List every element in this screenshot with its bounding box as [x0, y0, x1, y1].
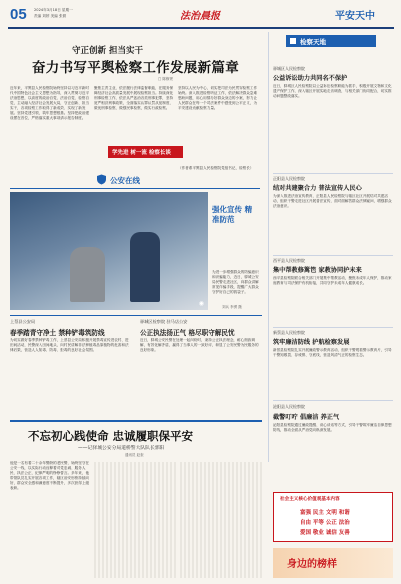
side-brand [286, 35, 376, 47]
side-rule-3 [273, 327, 393, 328]
side-item-3-text: 新蔡县检察院扎实开展廉政警示教育活动，组织干警观看警示教育片，引导干警知敬畏、存戒惧、守底线，营造风清气正的检察生态。 [273, 348, 392, 357]
feature-subtitle: ——记驿城公安分局道桥警大队队长郭阳 [78, 446, 165, 451]
column-divider [268, 32, 269, 462]
side-item-3-org: 新蔡县人民检察院 [273, 330, 305, 335]
side-item-0-title: 公益诉讼助力共同名不保护 [273, 75, 348, 82]
lead-col-2: 聚焦主责主业，依法履行法律监督职能，在服务保障经济社会高质量发展中展现检察担当。持续深化刑事检察工作，依法从严惩治各类刑事犯罪，坚持宽严相济刑事政策，全面落实认罪认罚从宽制度，做优刑事检察，做强民事检察，做实行政检察。 [94, 86, 174, 110]
values-box [273, 492, 393, 542]
lead-title: 奋力书写平舆检察工作发展新篇章 [32, 60, 239, 76]
masthead-rule [8, 27, 394, 29]
feature-col-1: 他是一名有着二十余年警龄的老民警，始终坚守在公安一线，以实际行动诠释着对党忠诚、服务人民、执法公正、纪律严明的铮铮誓言。多年来，他带领队员扎实开展各项工作，辖区治安形势持续向好，群众安全感和满意度不断提升，多次获得上级表彰。 [10, 461, 90, 490]
resident-figure [70, 247, 105, 302]
shield-icon [96, 174, 107, 185]
side-item-2-org: 西平县人民检察院 [273, 258, 305, 263]
bangyang-text: 身边的榜样 [287, 559, 337, 570]
side-item-0-org: 驿城区人民检察院 [273, 66, 305, 71]
officer-figure [130, 232, 160, 302]
lower-rule [10, 315, 262, 316]
side-item-4-text: 泌阳县检察院通过廉政提醒、谈心谈话等方式，引导干警筑牢廉洁自律思想防线，推动全面从严治党向纵深发展。 [273, 423, 392, 432]
bm-kicker: 驿城区检察院 驻马店公安 [140, 319, 188, 324]
values-title: 社会主义核心价值观基本内容 [280, 497, 340, 502]
values-line-0: 富强 民主 文明 和谐 [300, 510, 350, 516]
side-item-2-text: 西平县检察院联合相关部门开展集中帮教活动，聚焦未成年人保护，推动家庭教育与司法保护有机衔接，共同守护未成年人健康成长。 [273, 276, 392, 285]
page-number: 05 [10, 6, 27, 23]
photo-credit: 刘兵 李勇 摄 [222, 305, 242, 309]
online-rule [10, 188, 260, 189]
lead-col-4: （作者系平舆县人民检察院党组书记、检察长） [178, 166, 254, 170]
feature-col-2 [94, 462, 176, 578]
photo-note: 为进一步增强群众的防骗意识和识骗能力，近日，驿城公安局民警走进社区，向群众讲解常见诈骗手段，提醒广大群众守护好自己的钱袋子。 [212, 270, 259, 294]
bl-title: 春季踏青守净土 禁种铲毒筑防线 [10, 329, 105, 337]
bm-title: 公正执法扬正气 格尽职守解民忧 [140, 329, 235, 337]
values-line-2: 爱国 敬业 诚信 友善 [300, 530, 350, 536]
bangyang-banner [273, 548, 393, 578]
side-rule-4 [273, 400, 393, 401]
lead-col-1: 近年来，平舆县人民检察院始终坚持以习近平新时代中国特色社会主义思想为指导，深入贯彻习近平法治思想，以高度的政治自觉、法治自觉、检察自觉，主动融入经济社会发展大局，守正创新、担当实干，各项检察工作取得了新成效、实现了新发展。坚持党建引领，筑牢思想根基。坚持把政治建设摆在首位，严格落实重大事项请示报告制度。 [10, 86, 90, 120]
side-item-1-org: 正阳县人民检察院 [273, 176, 305, 181]
camera-icon: ◉ [198, 300, 204, 307]
bl-kicker: 上蔡县公安局 [10, 319, 36, 324]
paper-logo: 法治晨报 [180, 11, 220, 22]
feature-rule [10, 420, 262, 422]
online-label [96, 174, 176, 185]
editor-line: 责编 刘婷 美编 张微 [34, 14, 67, 18]
lead-banner-text: 学先进 树一流 检察长谈 [112, 150, 171, 156]
values-line-1: 自由 平等 公正 法治 [300, 520, 350, 526]
masthead [0, 0, 401, 28]
lead-banner [108, 146, 183, 158]
feature-byline: 通讯员 赵奎 [125, 453, 144, 457]
side-item-1-title: 结对共建聚合力 普法宣传人民心 [273, 185, 362, 192]
section-title: 平安天中 [335, 11, 375, 22]
side-item-4-title: 截警叮咛 倡廉洁 养正气 [273, 414, 340, 421]
lead-col-3: 坚持以人民为中心，切实把司法为民贯穿检察工作始终。深入推进检察听证工作，依法解决群众急难愁盼问题，用心用情办好群众身边的小案，努力让人民群众在每一个司法案件中感受到公平正义，为平安建设贡献检察力量。 [178, 86, 258, 110]
side-item-0-text: 近日，驿城区人民检察院以公益诉讼检察职能为抓手，积极开展文物和文化遗产保护工作，深入辖区开展实地走访调查，与相关部门协同配合，切实推动问题整改落实。 [273, 84, 392, 98]
side-item-1-text: 为深入推进法治宣传教育，正阳县人民检察院与辖区社区开展结对共建活动，组织干警走进社区开展普法宣传，面对面解答群众法律疑问，增强群众法治意识。 [273, 194, 392, 208]
side-brand-text: 检察天地 [300, 38, 326, 46]
feature-col-3 [180, 462, 262, 578]
online-label-text: 公安在线 [110, 176, 140, 185]
side-item-2-title: 集中帮教修篱笆 家教协同护未来 [273, 267, 362, 274]
photo-caption [212, 205, 257, 225]
side-item-3-title: 筑牢廉洁防线 护航检察发展 [273, 339, 350, 346]
lead-kicker: 守正创新 担当实干 [72, 46, 143, 56]
side-rule-1 [273, 173, 393, 174]
side-item-4-org: 泌阳县人民检察院 [273, 404, 305, 409]
date-line: 2024年3月18日 星期一 [34, 8, 73, 12]
bm-text: 近日，驿城公安民警在处理一起纠纷时，秉持公正执法理念，耐心细致调解，有效化解矛盾，赢得了当事人的一致好评，彰显了公安民警为民服务的良好形象。 [140, 338, 259, 352]
feature-title: 不忘初心践使命 忠诚履职保平安 [28, 429, 194, 443]
lead-byline: □ 陈修贤 [158, 77, 173, 81]
photo-caption-text: 强化宣传 精准防范 [212, 205, 253, 224]
lead-photo [10, 192, 208, 310]
bl-text: 为切实做好春季禁种铲毒工作，上蔡县公安局积极开展禁毒宣传进农村、进田间活动，民警深入田间地头，向村民讲解非法种植毒品原植物的危害和法律后果，营造人人知毒、防毒、拒毒的良好社会氛围。 [10, 338, 129, 352]
side-rule-2 [273, 255, 393, 256]
square-icon [290, 38, 296, 44]
